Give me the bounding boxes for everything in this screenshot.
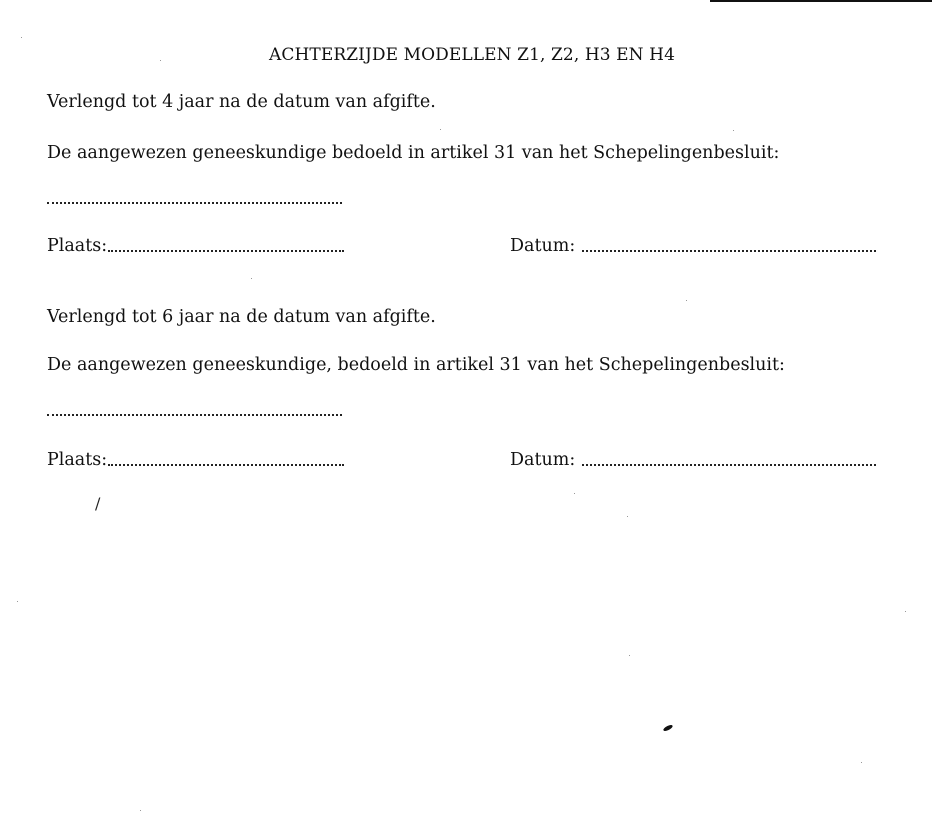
scan-speck: [160, 60, 161, 61]
stray-pen-mark: /: [95, 494, 101, 513]
scan-speck: [629, 655, 630, 656]
place-label-2: Plaats:: [47, 450, 108, 470]
signature-line-2: [47, 414, 342, 416]
scan-speck: [733, 130, 734, 131]
scan-speck: [905, 611, 906, 612]
scan-speck: [440, 129, 441, 130]
validity-6-years: Verlengd tot 6 jaar na de datum van afgifte.: [47, 307, 436, 327]
physician-label-2: De aangewezen geneeskundige, bedoeld in artikel 31 van het Schepelingenbesluit:: [47, 355, 785, 375]
scan-speck: [574, 493, 575, 494]
physician-label-1: De aangewezen geneeskundige bedoeld in artikel 31 van het Schepelingenbesluit:: [47, 143, 780, 163]
place-field-2: [108, 464, 344, 466]
signature-line-1: [47, 202, 342, 204]
scan-speck: [627, 516, 628, 517]
place-label-1: Plaats:: [47, 236, 108, 256]
date-label-2: Datum:: [510, 450, 576, 470]
ink-blot: [663, 724, 674, 732]
scan-speck: [140, 810, 141, 811]
scan-speck: [251, 278, 252, 279]
date-label-1: Datum:: [510, 236, 576, 256]
corner-rule: [710, 0, 932, 2]
scan-speck: [861, 762, 862, 763]
scan-speck: [686, 300, 687, 301]
scan-speck: [17, 601, 18, 602]
place-field-1: [108, 250, 344, 252]
date-field-2: [582, 464, 876, 466]
validity-4-years: Verlengd tot 4 jaar na de datum van afgifte.: [47, 92, 436, 112]
scan-speck: [21, 37, 22, 38]
page-title: ACHTERZIJDE MODELLEN Z1, Z2, H3 EN H4: [268, 45, 676, 65]
date-field-1: [582, 250, 876, 252]
